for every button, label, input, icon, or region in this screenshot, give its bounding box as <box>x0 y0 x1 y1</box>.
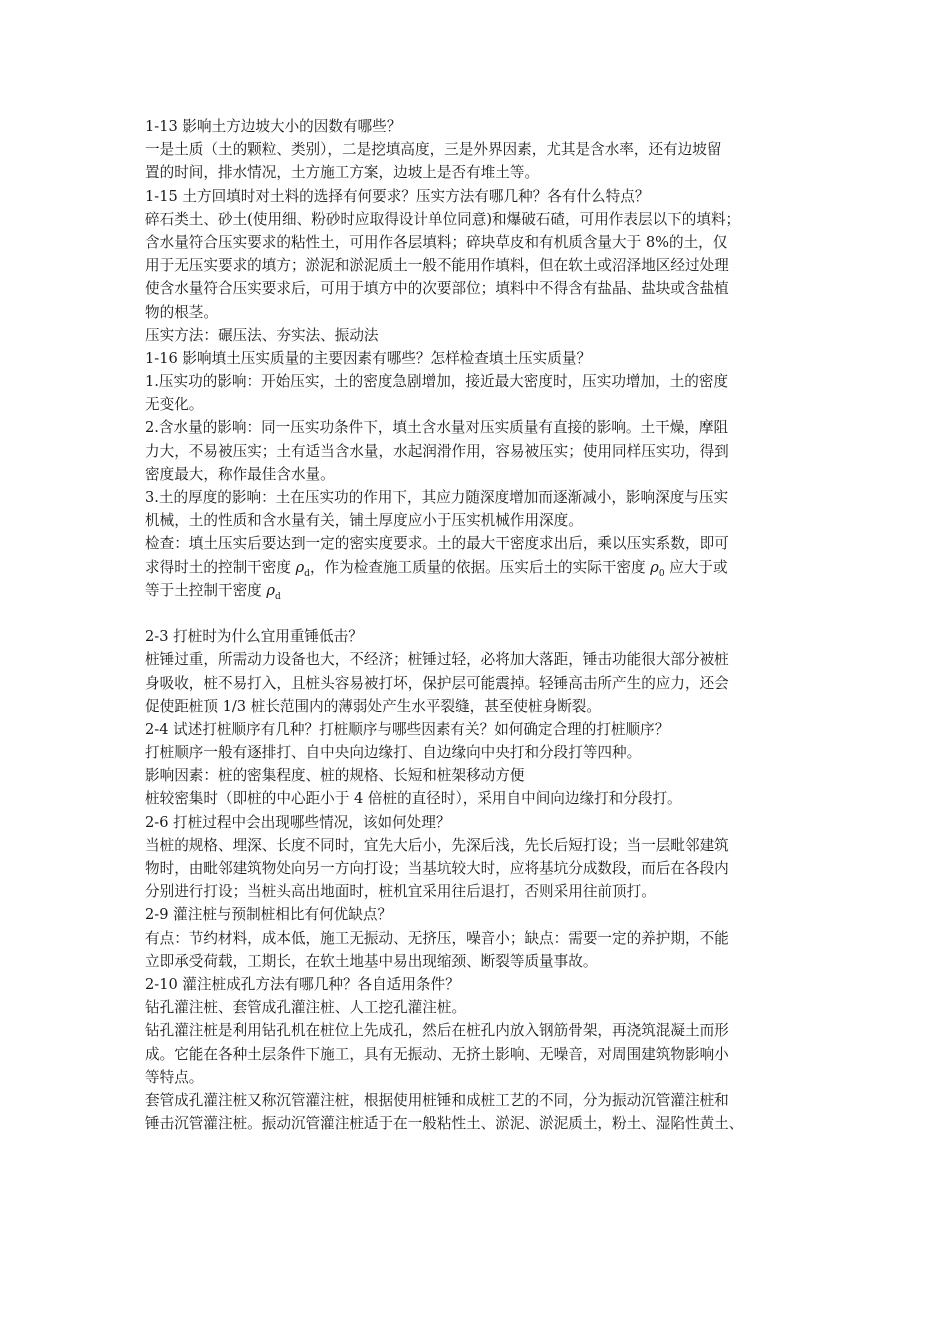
text-line: 影响因素：桩的密集程度、桩的规格、长短和桩架移动方便 <box>145 767 525 785</box>
text-line: 用于无压实要求的填方；淤泥和淤泥质土一般不能用作填料，但在软土或沼泽地区经过处理 <box>145 257 729 275</box>
text-line: 1-15 土方回填时对土料的选择有何要求？压实方法有哪几种？各有什么特点？ <box>145 187 650 205</box>
text-line: 机械，土的性质和含水量有关，铺土厚度应小于压实机械作用深度。 <box>145 512 583 530</box>
text-line: 物时，由毗邻建筑物处向另一方向打设；当基坑较大时，应将基坑分成数段，而后在各段内 <box>145 860 729 877</box>
check-line-3 <box>145 579 810 602</box>
text-line: 有点：节约材料，成本低，施工无振动、无挤压，噪音小；缺点：需要一定的养护期，不能 <box>145 929 729 947</box>
check-line-2 <box>145 556 810 579</box>
text-line: 成。它能在各种土层条件下施工，具有无振动、无挤土影响、无噪音，对周围建筑物影响小 <box>145 1045 729 1063</box>
blank-line <box>145 602 810 625</box>
text-line: 含水量符合压实要求的粘性土，可用作各层填料；碎块草皮和有机质含量大于 8%的土，仅 <box>145 233 728 251</box>
text-line: 2-3 打桩时为什么宜用重锤低击？ <box>145 628 363 646</box>
rho-symbol: ρ <box>295 558 305 576</box>
text-line: 锤击沉管灌注桩。振动沉管灌注桩适于在一般粘性土、淤泥、淤泥质土，粉土、湿陷性黄土、 <box>145 1115 744 1133</box>
text-line: 1-13 影响土方边坡大小的因数有哪些？ <box>145 118 402 135</box>
section-earthwork <box>145 115 810 556</box>
text-line: 打桩顺序一般有逐排打、自中央向边缘打、自边缘向中央打和分段打等四种。 <box>145 744 642 762</box>
rho-symbol: ρ <box>266 581 275 599</box>
text-line: 等特点。 <box>145 1068 204 1086</box>
text-line: 促使距桩顶 1/3 桩长范围内的薄弱处产生水平裂缝，甚至使桩身断裂。 <box>145 697 601 715</box>
text: 求得时土的控制干密度 <box>145 558 296 576</box>
text: ，作为检查施工质量的依据。压实后土的实际干密度 <box>309 558 651 576</box>
rho-symbol: ρ <box>650 558 659 576</box>
text: 等于土控制干密度 <box>145 581 267 599</box>
text-line: 桩锤过重，所需动力设备也大，不经济；桩锤过轻，必将加大落距，锤击功能很大部分被桩 <box>145 651 729 669</box>
text-line: 3.土的厚度的影响：土在压实功的作用下，其应力随深度增加而逐渐减小，影响深度与压实 <box>145 489 729 506</box>
text-line: 1.压实功的影响：开始压实，土的密度急剧增加，接近最大密度时，压实功增加，土的密度 <box>145 373 729 391</box>
text-line: 钻孔灌注桩是利用钻孔机在桩位上先成孔，然后在桩孔内放入钢筋骨架，再浇筑混凝土而形 <box>145 1022 729 1040</box>
text-line: 2-6 打桩过程中会出现哪些情况，该如何处理？ <box>145 813 451 831</box>
subscript: 0 <box>658 568 665 579</box>
text-line: 压实方法：碾压法、夯实法、振动法 <box>145 326 379 344</box>
text-line: 当桩的规格、埋深、长度不同时，宜先大后小，先深后浅，先长后短打设；当一层毗邻建筑 <box>145 836 729 854</box>
text-line: 碎石类土、砂土(使用细、粉砂时应取得设计单位同意)和爆破石碴，可用作表层以下的填料； <box>145 210 741 228</box>
text-line: 套管成孔灌注桩又称沉管灌注桩，根据使用桩锤和成桩工艺的不同，分为振动沉管灌注桩和 <box>145 1091 729 1109</box>
text-line: 钻孔灌注桩、套管成孔灌注桩、人工挖孔灌注桩。 <box>145 999 467 1017</box>
text-line: 无变化。 <box>145 396 204 414</box>
text-line: 密度最大，称作最佳含水量。 <box>145 465 335 483</box>
text-line: 使含水量符合压实要求后，可用于填方中的次要部位；填料中不得含有盐晶、盐块或含盐植 <box>145 280 729 298</box>
section-piling <box>145 625 810 1135</box>
subscript: d <box>274 591 281 602</box>
text-line: 分别进行打设；当桩头高出地面时，桩机宜采用往后退打，否则采用往前顶打。 <box>145 883 656 901</box>
text-line: 1-16 影响填土压实质量的主要因素有哪些？怎样检查填土压实质量？ <box>145 349 592 367</box>
text-line: 立即承受荷载，工期长，在软土地基中易出现缩颈、断裂等质量事故。 <box>145 952 598 970</box>
text-line: 2-4 试述打桩顺序有几种？打桩顺序与哪些因素有关？如何确定合理的打桩顺序？ <box>145 720 670 738</box>
text-line: 物的根茎。 <box>145 303 218 321</box>
text: 应大于或 <box>664 558 728 576</box>
text-line: 2-9 灌注桩与预制桩相比有何优缺点？ <box>145 906 393 924</box>
document-page <box>145 115 810 1135</box>
text-line: 置的时间，排水情况，土方施工方案，边坡上是否有堆土等。 <box>145 164 540 182</box>
text-line: 2-10 灌注桩成孔方法有哪几种？各自适用条件？ <box>145 975 460 993</box>
text-line: 力大，不易被压实；土有适当含水量，水起润滑作用，容易被压实；使用同样压实功，得到 <box>145 442 729 460</box>
text-line: 检查：填土压实后要达到一定的密实度要求。土的最大干密度求出后，乘以压实系数，即可 <box>145 535 729 553</box>
text-line: 2.含水量的影响：同一压实功条件下，填土含水量对压实质量有直接的影响。土干燥，摩阻 <box>145 419 729 437</box>
text-line: 桩较密集时（即桩的中心距小于 4 倍桩的直径时），采用自中间向边缘打和分段打。 <box>145 790 682 808</box>
subscript: d <box>304 568 310 579</box>
text-line: 身吸收，桩不易打入，且桩头容易被打坏，保护层可能震掉。轻锤高击所产生的应力，还会 <box>145 674 729 692</box>
text-line: 一是土质（土的颗粒、类别），二是挖填高度，三是外界因素，尤其是含水率，还有边坡留 <box>145 141 722 159</box>
